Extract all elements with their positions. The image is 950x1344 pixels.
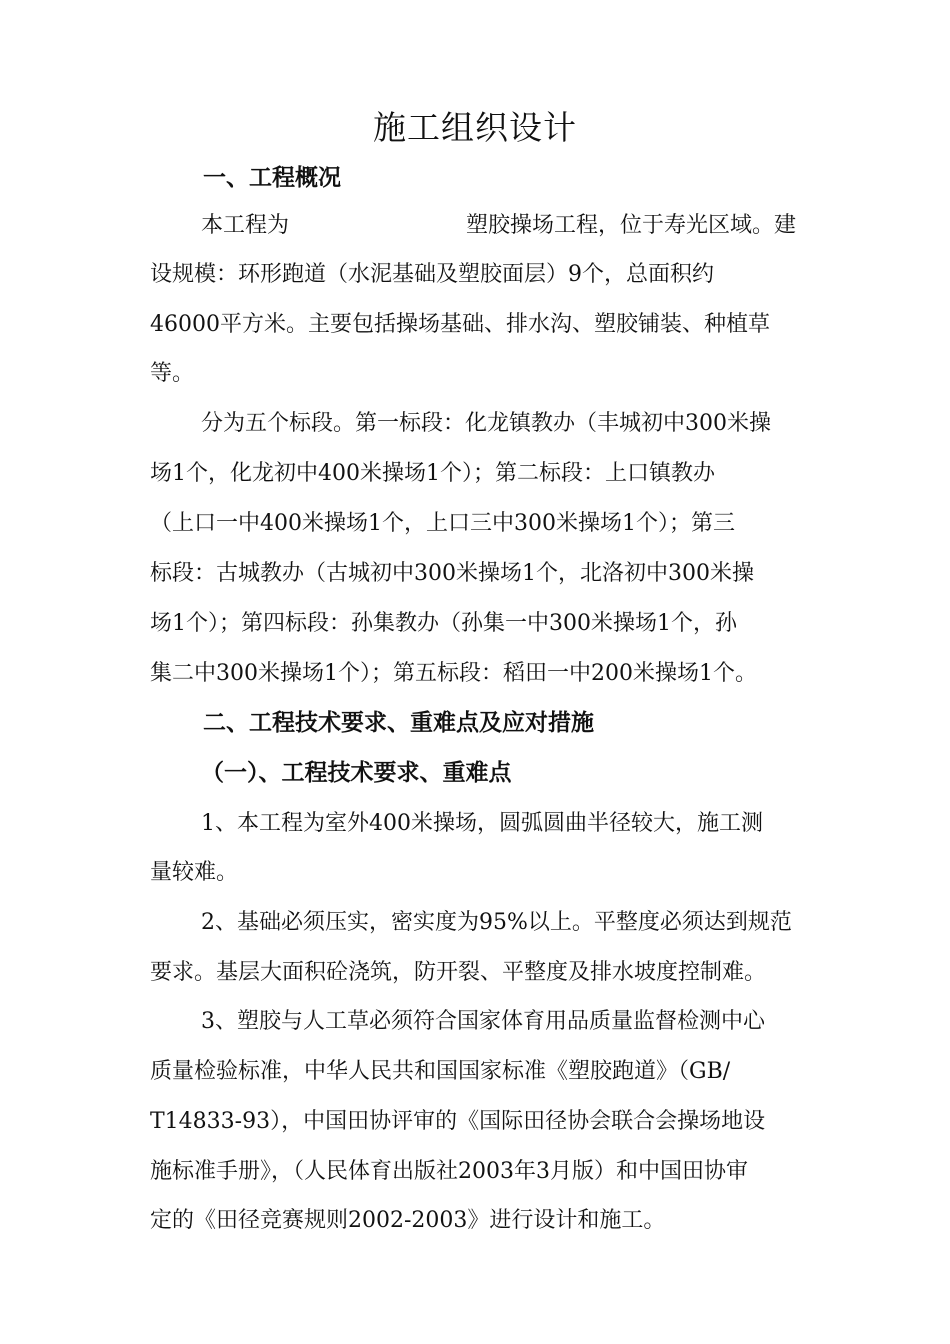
list-item-line: 定的《田径竞赛规则2002-2003》进行设计和施工。 bbox=[150, 1208, 666, 1233]
paragraph-line: 46000平方米。主要包括操场基础、排水沟、塑胶铺装、种植草 bbox=[150, 312, 770, 337]
list-item-line: 2、基础必须压实，密实度为95%以上。平整度必须达到规范 bbox=[201, 910, 792, 935]
list-item-line: 施标准手册》，（人民体育出版社2003年3月版）和中国田协审 bbox=[150, 1159, 748, 1184]
section-heading-requirements: 二、工程技术要求、重难点及应对措施 bbox=[203, 710, 594, 736]
paragraph-line: 标段：古城教办（古城初中300米操场1个，北洛初中300米操 bbox=[150, 561, 754, 586]
paragraph-line: 场1个，化龙初中400米操场1个）；第二标段：上口镇教办 bbox=[150, 461, 715, 486]
list-item-line: T14833-93），中国田协评审的《国际田径协会联合会操场地设 bbox=[150, 1109, 766, 1134]
section-heading-overview: 一、工程概况 bbox=[203, 165, 341, 191]
list-item-line: 量较难。 bbox=[150, 860, 239, 885]
paragraph-line: 设规模：环形跑道（水泥基础及塑胶面层）9个，总面积约 bbox=[150, 262, 714, 287]
paragraph-line: 本工程为 bbox=[201, 213, 290, 238]
document-title: 施工组织设计 bbox=[373, 108, 577, 147]
list-item-line: 1、本工程为室外400米操场，圆弧圆曲半径较大，施工测 bbox=[201, 811, 763, 836]
subsection-heading: （一）、工程技术要求、重难点 bbox=[201, 760, 512, 786]
list-item-line: 质量检验标准，中华人民共和国国家标准《塑胶跑道》（GB/ bbox=[150, 1059, 731, 1084]
paragraph-line: 塑胶操场工程，位于寿光区域。建 bbox=[466, 213, 797, 238]
paragraph-line: （上口一中400米操场1个，上口三中300米操场1个）；第三 bbox=[150, 511, 735, 536]
list-item-line: 3、塑胶与人工草必须符合国家体育用品质量监督检测中心 bbox=[201, 1009, 765, 1034]
list-item-line: 要求。基层大面积砼浇筑，防开裂、平整度及排水坡度控制难。 bbox=[150, 960, 767, 985]
paragraph-line: 集二中300米操场1个）；第五标段：稻田一中200米操场1个。 bbox=[150, 661, 757, 686]
paragraph-line: 场1个）；第四标段：孙集教办（孙集一中300米操场1个，孙 bbox=[150, 611, 737, 636]
paragraph-line: 分为五个标段。第一标段：化龙镇教办（丰城初中300米操 bbox=[201, 411, 771, 436]
paragraph-line: 等。 bbox=[150, 361, 195, 386]
